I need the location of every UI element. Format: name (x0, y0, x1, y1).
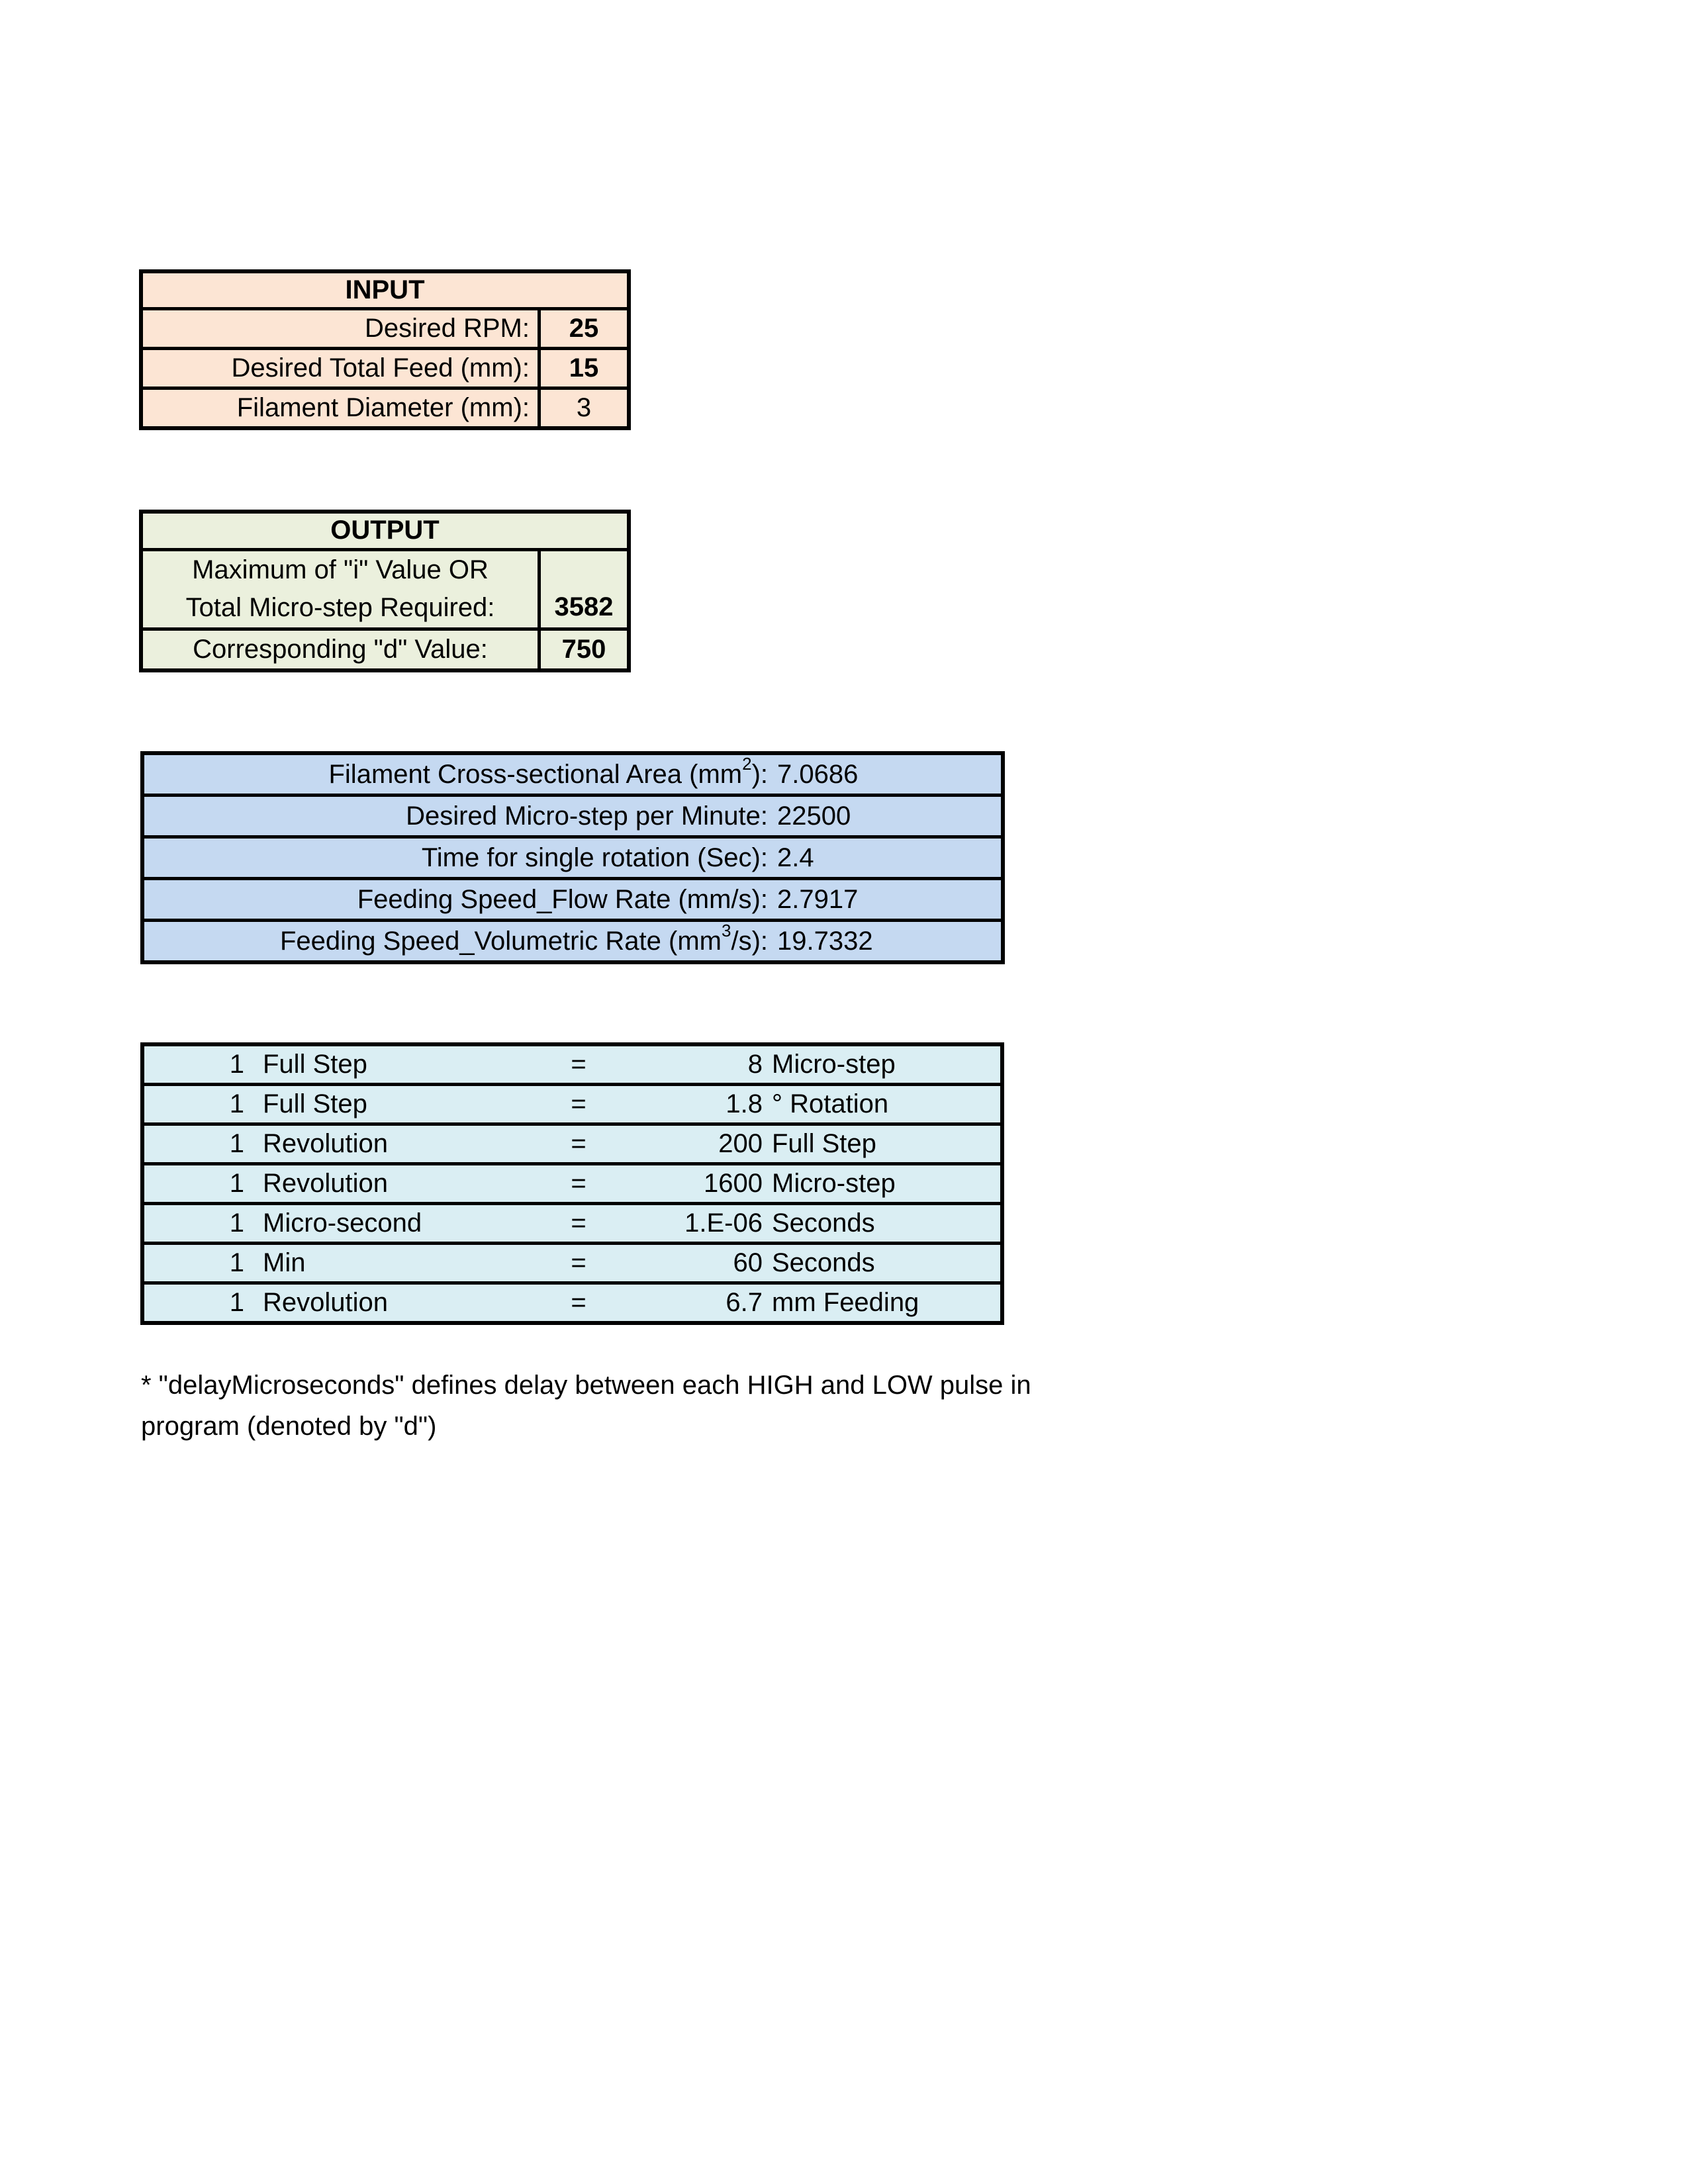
equals-sign: = (571, 1288, 586, 1317)
output-row-label: Corresponding "d" Value: (193, 634, 488, 664)
footnote-line2: program (denoted by "d") (141, 1412, 437, 1441)
output-row-label (143, 551, 538, 627)
conversion-to-unit: Full Step (772, 1129, 876, 1158)
calc-row-value: 19.7332 (777, 926, 873, 956)
calc-label-text: ): (751, 759, 768, 789)
conversion-qty: 1 (229, 1248, 244, 1277)
input-table-title: INPUT (345, 275, 425, 304)
input-row-label: Desired Total Feed (mm): (231, 353, 530, 383)
table-row (144, 1242, 1000, 1281)
table-row (143, 387, 627, 426)
equals-sign: = (571, 1129, 586, 1158)
conversion-qty: 1 (229, 1050, 244, 1079)
equals-sign: = (571, 1089, 586, 1118)
calc-row-label (144, 839, 768, 877)
output-row-value: 3582 (538, 551, 627, 627)
calc-label-text: Filament Cross-sectional Area (mm (328, 759, 743, 789)
conversion-from-unit: Min (263, 1248, 306, 1277)
output-table-title: OUTPUT (330, 516, 440, 545)
calc-label-text: Time for single rotation (Sec): (421, 842, 768, 872)
conversion-value: 1600 (704, 1169, 763, 1198)
table-row (144, 794, 1001, 835)
conversion-table (140, 1042, 1004, 1325)
conversion-qty: 1 (229, 1089, 244, 1118)
conversion-from-unit: Revolution (263, 1288, 389, 1317)
superscript: 2 (742, 753, 752, 774)
conversion-to-unit: ° Rotation (772, 1089, 889, 1118)
table-row (143, 307, 627, 347)
equals-sign: = (571, 1050, 586, 1079)
table-row (144, 755, 1001, 794)
table-row (143, 273, 627, 307)
calc-row-value: 2.7917 (777, 884, 859, 914)
output-row-value: 750 (538, 631, 627, 668)
table-row (144, 1162, 1000, 1202)
table-row (144, 835, 1001, 877)
table-row (144, 1122, 1000, 1162)
calc-label-text: /s): (731, 926, 768, 956)
conversion-from-unit: Micro-second (263, 1208, 422, 1238)
table-row (144, 1202, 1000, 1242)
footnote (141, 1365, 1134, 1447)
conversion-to-unit: Micro-step (772, 1169, 896, 1198)
conversion-from-unit: Full Step (263, 1050, 367, 1079)
conversion-to-unit: Seconds (772, 1248, 875, 1277)
conversion-value: 8 (747, 1050, 763, 1079)
conversion-value: 60 (733, 1248, 763, 1277)
footnote-line1: * "delayMicroseconds" defines delay between each HIGH and LOW pulse in (141, 1371, 1031, 1400)
input-row-label: Filament Diameter (mm): (236, 392, 530, 422)
conversion-from-unit: Revolution (263, 1129, 389, 1158)
table-row (143, 347, 627, 387)
conversion-from-unit: Full Step (263, 1089, 367, 1118)
input-row-value: 15 (538, 350, 627, 387)
calc-label-text: Desired Micro-step per Minute: (406, 801, 768, 831)
conversion-qty: 1 (229, 1129, 244, 1158)
table-row (143, 548, 627, 627)
calc-label-text: Feeding Speed_Flow Rate (mm/s): (357, 884, 768, 914)
conversion-value: 1.E-06 (684, 1208, 763, 1238)
table-row (144, 919, 1001, 960)
equals-sign: = (571, 1169, 586, 1198)
calc-label-text: Feeding Speed_Volumetric Rate (mm (279, 926, 722, 956)
conversion-to-unit: Seconds (772, 1208, 875, 1238)
calc-row-label (144, 880, 768, 919)
conversion-from-unit: Revolution (263, 1169, 389, 1198)
conversion-value: 200 (718, 1129, 763, 1158)
conversion-value: 6.7 (726, 1288, 763, 1317)
output-label-line1: Maximum of "i" Value OR (192, 555, 489, 585)
equals-sign: = (571, 1208, 586, 1238)
conversion-qty: 1 (229, 1288, 244, 1317)
superscript: 3 (721, 920, 731, 940)
conversion-to-unit: mm Feeding (772, 1288, 919, 1317)
equals-sign: = (571, 1248, 586, 1277)
table-row (144, 1046, 1000, 1083)
output-table (139, 510, 631, 672)
input-row-value: 3 (538, 390, 627, 426)
conversion-value: 1.8 (726, 1089, 763, 1118)
conversion-to-unit: Micro-step (772, 1050, 896, 1079)
calc-row-value: 7.0686 (777, 759, 859, 789)
conversion-qty: 1 (229, 1208, 244, 1238)
table-row (144, 1083, 1000, 1122)
input-table (139, 269, 631, 430)
output-label-line2: Total Micro-step Required: (185, 593, 495, 623)
conversion-qty: 1 (229, 1169, 244, 1198)
calc-row-label (144, 922, 768, 960)
input-row-value: 25 (538, 310, 627, 347)
table-row (144, 1281, 1000, 1321)
table-row (144, 877, 1001, 919)
input-row-label: Desired RPM: (365, 313, 530, 343)
calc-row-value: 2.4 (777, 842, 814, 872)
calc-table (140, 751, 1005, 964)
calc-row-label (144, 797, 768, 835)
calc-row-value: 22500 (777, 801, 851, 831)
table-row (143, 627, 627, 668)
table-row (143, 514, 627, 548)
calc-row-label (144, 755, 768, 794)
